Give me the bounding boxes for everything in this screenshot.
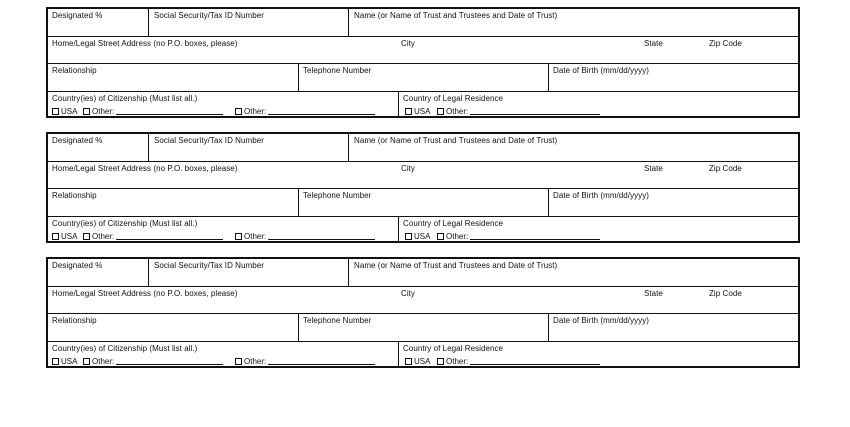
dob-field[interactable] xyxy=(548,314,798,342)
designated-percent-field[interactable] xyxy=(48,134,148,161)
residence-usa-checkbox[interactable] xyxy=(405,358,412,365)
row-relationship xyxy=(48,188,798,217)
state-label: State xyxy=(644,164,663,173)
row-identity xyxy=(48,134,798,161)
citizenship-field xyxy=(48,217,398,241)
residence-field xyxy=(398,217,798,241)
citizenship-other-label-2: Other: xyxy=(244,357,267,366)
row-citizenship xyxy=(48,216,798,241)
zip-label: Zip Code xyxy=(709,164,742,173)
residence-other-option[interactable] xyxy=(437,357,600,367)
ssn-field[interactable] xyxy=(148,134,349,161)
residence-field xyxy=(398,92,798,116)
residence-label: Country of Legal Residence xyxy=(403,219,504,228)
residence-other-option[interactable] xyxy=(437,107,600,117)
citizenship-other-checkbox-2[interactable] xyxy=(235,233,242,240)
ssn-field[interactable] xyxy=(148,259,349,286)
citizenship-other-option-2[interactable] xyxy=(235,232,375,242)
designated-percent-field[interactable] xyxy=(48,9,148,36)
state-label: State xyxy=(644,289,663,298)
residence-other-checkbox[interactable] xyxy=(437,233,444,240)
telephone-label: Telephone Number xyxy=(303,66,372,75)
citizenship-other-checkbox-1[interactable] xyxy=(83,108,90,115)
residence-usa-label: USA xyxy=(414,357,431,366)
name-label: Name (or Name of Trust and Trustees and Date of Trust) xyxy=(354,11,558,20)
citizenship-usa-checkbox[interactable] xyxy=(52,233,59,240)
dob-label: Date of Birth (mm/dd/yyyy) xyxy=(553,316,649,325)
address-label: Home/Legal Street Address (no P.O. boxes, please) xyxy=(52,39,238,48)
citizenship-other-input-1[interactable] xyxy=(116,232,223,240)
citizenship-other-input-1[interactable] xyxy=(116,107,223,115)
citizenship-other-label-2: Other: xyxy=(244,232,267,241)
row-identity xyxy=(48,259,798,286)
designated-percent-label: Designated % xyxy=(52,261,103,270)
citizenship-other-input-2[interactable] xyxy=(268,107,375,115)
telephone-field[interactable] xyxy=(298,189,549,217)
name-label: Name (or Name of Trust and Trustees and Date of Trust) xyxy=(354,136,558,145)
name-field[interactable] xyxy=(348,9,798,36)
beneficiary-block-1 xyxy=(46,7,800,118)
telephone-label: Telephone Number xyxy=(303,316,372,325)
citizenship-label: Country(ies) of Citizenship (Must list all.) xyxy=(52,94,198,103)
row-relationship xyxy=(48,313,798,342)
citizenship-usa-checkbox[interactable] xyxy=(52,108,59,115)
citizenship-label: Country(ies) of Citizenship (Must list all.) xyxy=(52,219,198,228)
citizenship-other-input-2[interactable] xyxy=(268,232,375,240)
name-label: Name (or Name of Trust and Trustees and Date of Trust) xyxy=(354,261,558,270)
name-field[interactable] xyxy=(348,259,798,286)
designated-percent-field[interactable] xyxy=(48,259,148,286)
row-address[interactable] xyxy=(48,286,798,314)
citizenship-field xyxy=(48,92,398,116)
citizenship-other-label-2: Other: xyxy=(244,107,267,116)
residence-usa-option[interactable] xyxy=(405,357,430,367)
citizenship-other-checkbox-1[interactable] xyxy=(83,233,90,240)
citizenship-other-option-1[interactable] xyxy=(83,107,223,117)
citizenship-other-option-1[interactable] xyxy=(83,232,223,242)
citizenship-other-checkbox-1[interactable] xyxy=(83,358,90,365)
row-address[interactable] xyxy=(48,36,798,64)
citizenship-usa-label: USA xyxy=(61,232,78,241)
citizenship-usa-option[interactable] xyxy=(52,232,77,242)
dob-label: Date of Birth (mm/dd/yyyy) xyxy=(553,191,649,200)
residence-other-label: Other: xyxy=(446,232,469,241)
citizenship-other-checkbox-2[interactable] xyxy=(235,358,242,365)
dob-field[interactable] xyxy=(548,189,798,217)
city-label: City xyxy=(401,164,415,173)
citizenship-usa-label: USA xyxy=(61,357,78,366)
city-label: City xyxy=(401,39,415,48)
residence-usa-option[interactable] xyxy=(405,107,430,117)
residence-other-input[interactable] xyxy=(470,232,600,240)
residence-label: Country of Legal Residence xyxy=(403,94,504,103)
citizenship-other-input-1[interactable] xyxy=(116,357,223,365)
row-citizenship xyxy=(48,341,798,366)
citizenship-other-label-1: Other: xyxy=(92,107,115,116)
residence-other-label: Other: xyxy=(446,107,469,116)
residence-other-option[interactable] xyxy=(437,232,600,242)
residence-other-checkbox[interactable] xyxy=(437,358,444,365)
citizenship-other-checkbox-2[interactable] xyxy=(235,108,242,115)
citizenship-other-option-1[interactable] xyxy=(83,357,223,367)
citizenship-label: Country(ies) of Citizenship (Must list all.) xyxy=(52,344,198,353)
ssn-field[interactable] xyxy=(148,9,349,36)
ssn-label: Social Security/Tax ID Number xyxy=(154,136,264,145)
address-label: Home/Legal Street Address (no P.O. boxes, please) xyxy=(52,289,238,298)
state-label: State xyxy=(644,39,663,48)
beneficiary-block-2 xyxy=(46,132,800,243)
residence-usa-option[interactable] xyxy=(405,232,430,242)
telephone-field[interactable] xyxy=(298,64,549,92)
dob-label: Date of Birth (mm/dd/yyyy) xyxy=(553,66,649,75)
residence-usa-checkbox[interactable] xyxy=(405,233,412,240)
relationship-label: Relationship xyxy=(52,316,97,325)
residence-usa-checkbox[interactable] xyxy=(405,108,412,115)
telephone-field[interactable] xyxy=(298,314,549,342)
citizenship-other-label-1: Other: xyxy=(92,232,115,241)
residence-field xyxy=(398,342,798,366)
address-label: Home/Legal Street Address (no P.O. boxes, please) xyxy=(52,164,238,173)
residence-other-checkbox[interactable] xyxy=(437,108,444,115)
ssn-label: Social Security/Tax ID Number xyxy=(154,11,264,20)
dob-field[interactable] xyxy=(548,64,798,92)
row-relationship xyxy=(48,63,798,92)
citizenship-usa-label: USA xyxy=(61,107,78,116)
residence-usa-label: USA xyxy=(414,107,431,116)
zip-label: Zip Code xyxy=(709,289,742,298)
name-field[interactable] xyxy=(348,134,798,161)
residence-label: Country of Legal Residence xyxy=(403,344,504,353)
row-address[interactable] xyxy=(48,161,798,189)
relationship-field[interactable] xyxy=(48,64,298,92)
citizenship-other-input-2[interactable] xyxy=(268,357,375,365)
designated-percent-label: Designated % xyxy=(52,136,103,145)
telephone-label: Telephone Number xyxy=(303,191,372,200)
residence-other-input[interactable] xyxy=(470,107,600,115)
row-identity xyxy=(48,9,798,36)
ssn-label: Social Security/Tax ID Number xyxy=(154,261,264,270)
citizenship-other-option-2[interactable] xyxy=(235,357,375,367)
zip-label: Zip Code xyxy=(709,39,742,48)
citizenship-field xyxy=(48,342,398,366)
relationship-field[interactable] xyxy=(48,314,298,342)
citizenship-usa-option[interactable] xyxy=(52,357,77,367)
residence-usa-label: USA xyxy=(414,232,431,241)
citizenship-usa-checkbox[interactable] xyxy=(52,358,59,365)
citizenship-other-option-2[interactable] xyxy=(235,107,375,117)
residence-other-label: Other: xyxy=(446,357,469,366)
citizenship-other-label-1: Other: xyxy=(92,357,115,366)
city-label: City xyxy=(401,289,415,298)
row-citizenship xyxy=(48,91,798,116)
beneficiary-block-3 xyxy=(46,257,800,368)
designated-percent-label: Designated % xyxy=(52,11,103,20)
relationship-label: Relationship xyxy=(52,66,97,75)
relationship-field[interactable] xyxy=(48,189,298,217)
residence-other-input[interactable] xyxy=(470,357,600,365)
citizenship-usa-option[interactable] xyxy=(52,107,77,117)
relationship-label: Relationship xyxy=(52,191,97,200)
